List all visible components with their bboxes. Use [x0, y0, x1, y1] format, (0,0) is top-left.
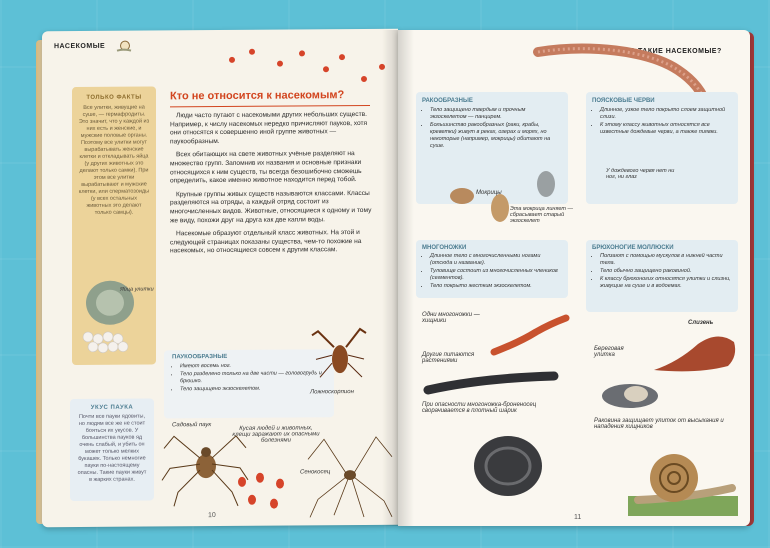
- title-underline: [170, 105, 370, 107]
- worms-panel: [586, 92, 738, 204]
- list-item: • Большинство ракообразных (раки, крабы, креветки) живут в реках, озерах и морях, но некоторые (например, мокрицы) обитают на суше.: [430, 122, 562, 150]
- list-item: • К этому классу животных относятся все известные дождевые черви, а также пиявки.: [600, 122, 732, 136]
- pill-millipede-illustration: [464, 426, 554, 506]
- snails-points: [592, 253, 732, 290]
- plant-note: Другие питаются растениями: [422, 352, 475, 364]
- pill-millipede-note: При опасности многоножка-броненосец сворачивается в плотный шарик: [422, 402, 537, 414]
- woodlice-illustration: [442, 166, 562, 236]
- paragraph: Всех обитающих на свете животных учёные разделяют на множество групп. Запомнив их названия и основные признаки относящихся к ним существ, ты всегда безошибочно сможешь определить, какое именно животное находится перед тобой.: [170, 150, 362, 185]
- crustaceans-title: РАКООБРАЗНЫЕ: [422, 98, 473, 104]
- list-item: • Туловище состоит из многочисленных члеников (сегментов).: [430, 268, 562, 282]
- pseudoscorpion-illustration: [304, 319, 374, 389]
- spider-bite-box: [70, 398, 154, 501]
- snails-panel: [586, 240, 738, 312]
- page-number: 10: [208, 512, 216, 520]
- worm-note: У дождевого червя нет ни ног, ни глаз: [606, 168, 675, 180]
- snail-icon: [116, 39, 132, 51]
- arachnid-title: ПАУКООБРАЗНЫЕ: [172, 353, 228, 361]
- pseudoscorpion-label: Ложноскорпион: [310, 389, 354, 396]
- ticks-illustration: [230, 469, 310, 520]
- book-gutter-shadow: [382, 30, 414, 526]
- paragraph: Насекомые образуют отдельный класс животных. На этой и следующей страницах показаны существа, чем-то похожие на насекомых, но относящиеся совсем к другим классам.: [170, 229, 362, 255]
- worms-points: [592, 107, 732, 136]
- paragraph: Люди часто путают с насекомыми других небольших существ. Например, к числу насекомых нередко причисляют пауков, хотя они относятся к совершенно иной группе животных — паукообразным.: [170, 110, 368, 146]
- page-title: Кто не относится к насекомым?: [170, 89, 345, 103]
- harvestman-label: Сенокосец: [300, 469, 331, 476]
- list-item: • Ползают с помощью мускулов в нижней части тела.: [600, 253, 732, 267]
- worms-title: ПОЯСКОВЫЕ ЧЕРВИ: [592, 98, 655, 104]
- millipede-illustration: [422, 368, 562, 398]
- shell-note: Раковина защищает улиток от высыхания и нападения хищников: [594, 418, 724, 430]
- facts-text: Все улитки, живущие на суше, — гермафродиты. Это значит, что у каждой из них есть и женские, и мужские половые органы. Поэтому все улитки могут вырабатывать женские клетки и откладывать яйца (у других животных это делают только самки). При этом все улитки вырабатывают и мужские клетки, или сперматозоиды (у всех остальных животных это делают только самцы).: [78, 104, 150, 216]
- facts-title: ТОЛЬКО ФАКТЫ: [86, 94, 142, 101]
- centipede-illustration: [490, 312, 570, 362]
- garden-spider-label: Садовый паук: [172, 422, 212, 429]
- myriapods-points: [422, 253, 562, 290]
- shore-snail-label: Береговая улитка: [594, 346, 624, 358]
- list-item: • К классу брюхоногих относятся улитки и слизни, живущие на суше и в водоемах.: [600, 276, 732, 290]
- snails-title: БРЮХОНОГИЕ МОЛЛЮСКИ: [592, 245, 674, 251]
- list-item: • Тело защищено экзоскелетом.: [180, 385, 328, 393]
- snail-with-eggs-illustration: [76, 264, 152, 359]
- right-page: [398, 30, 750, 526]
- list-item: • Имеют восемь ног.: [180, 362, 328, 370]
- woodlice-label: Мокрицы: [476, 190, 502, 196]
- list-item: • Тело обычно защищено раковиной.: [600, 268, 732, 275]
- myriapods-panel: [416, 240, 568, 298]
- list-item: • Тело защищено твердым и прочным экзоскелетом — панцирем.: [430, 107, 562, 121]
- predators-note: Одни многоножки — хищники: [422, 312, 480, 324]
- eggs-label: Яйца улитки: [120, 286, 154, 293]
- shore-snail-illustration: [594, 374, 664, 414]
- left-page: [42, 29, 398, 527]
- left-page-header: НАСЕКОМЫЕ: [54, 42, 106, 51]
- bite-title: УКУС ПАУКА: [90, 404, 134, 411]
- page-number: 11: [574, 514, 582, 521]
- crustaceans-points: [422, 107, 562, 150]
- intro-paragraphs: [170, 111, 378, 256]
- list-item: • Длинное тело с многочисленными ногами (отсюда и название).: [430, 253, 562, 267]
- list-item: • Тело покрыто жестким экзоскелетом.: [430, 283, 562, 290]
- garden-snail-illustration: [628, 440, 738, 516]
- woodlice-note: Эта мокрица линяет — сбрасывает старый экзоскелет: [510, 206, 573, 224]
- bite-text: Почти все пауки ядовиты, но людям все же не стоит бояться их укусов. У большинства пауков яд очень слабый, и убить он может только мелких букашек. Только немногие пауки по-настоящему опасны. Такие пауки живут в жарких странах.: [77, 413, 147, 483]
- slug-label: Слизень: [688, 320, 714, 326]
- open-book: [42, 22, 750, 534]
- list-item: • Тело разделено только на две части — головогрудь и брюшко.: [180, 370, 328, 385]
- right-page-header: КТО ТАКИЕ НАСЕКОМЫЕ?: [620, 48, 722, 55]
- facts-box: [72, 86, 156, 365]
- slug-illustration: [648, 326, 740, 376]
- list-item: • Длинное, узкое тело покрыто слоем защитной слизи.: [600, 107, 732, 121]
- myriapods-title: МНОГОНОЖКИ: [422, 245, 467, 251]
- ticks-label: Кусая людей и животных, клещи заражают их опасными болезнями: [232, 425, 320, 444]
- paragraph: Крупные группы живых существ называются классами. Классы разделяются на отряды, а каждый отряд состоит из многочисленных видов. Животные, относящиеся к одному и тому же виду, похожи друг на друга как две капли воды.: [170, 189, 372, 224]
